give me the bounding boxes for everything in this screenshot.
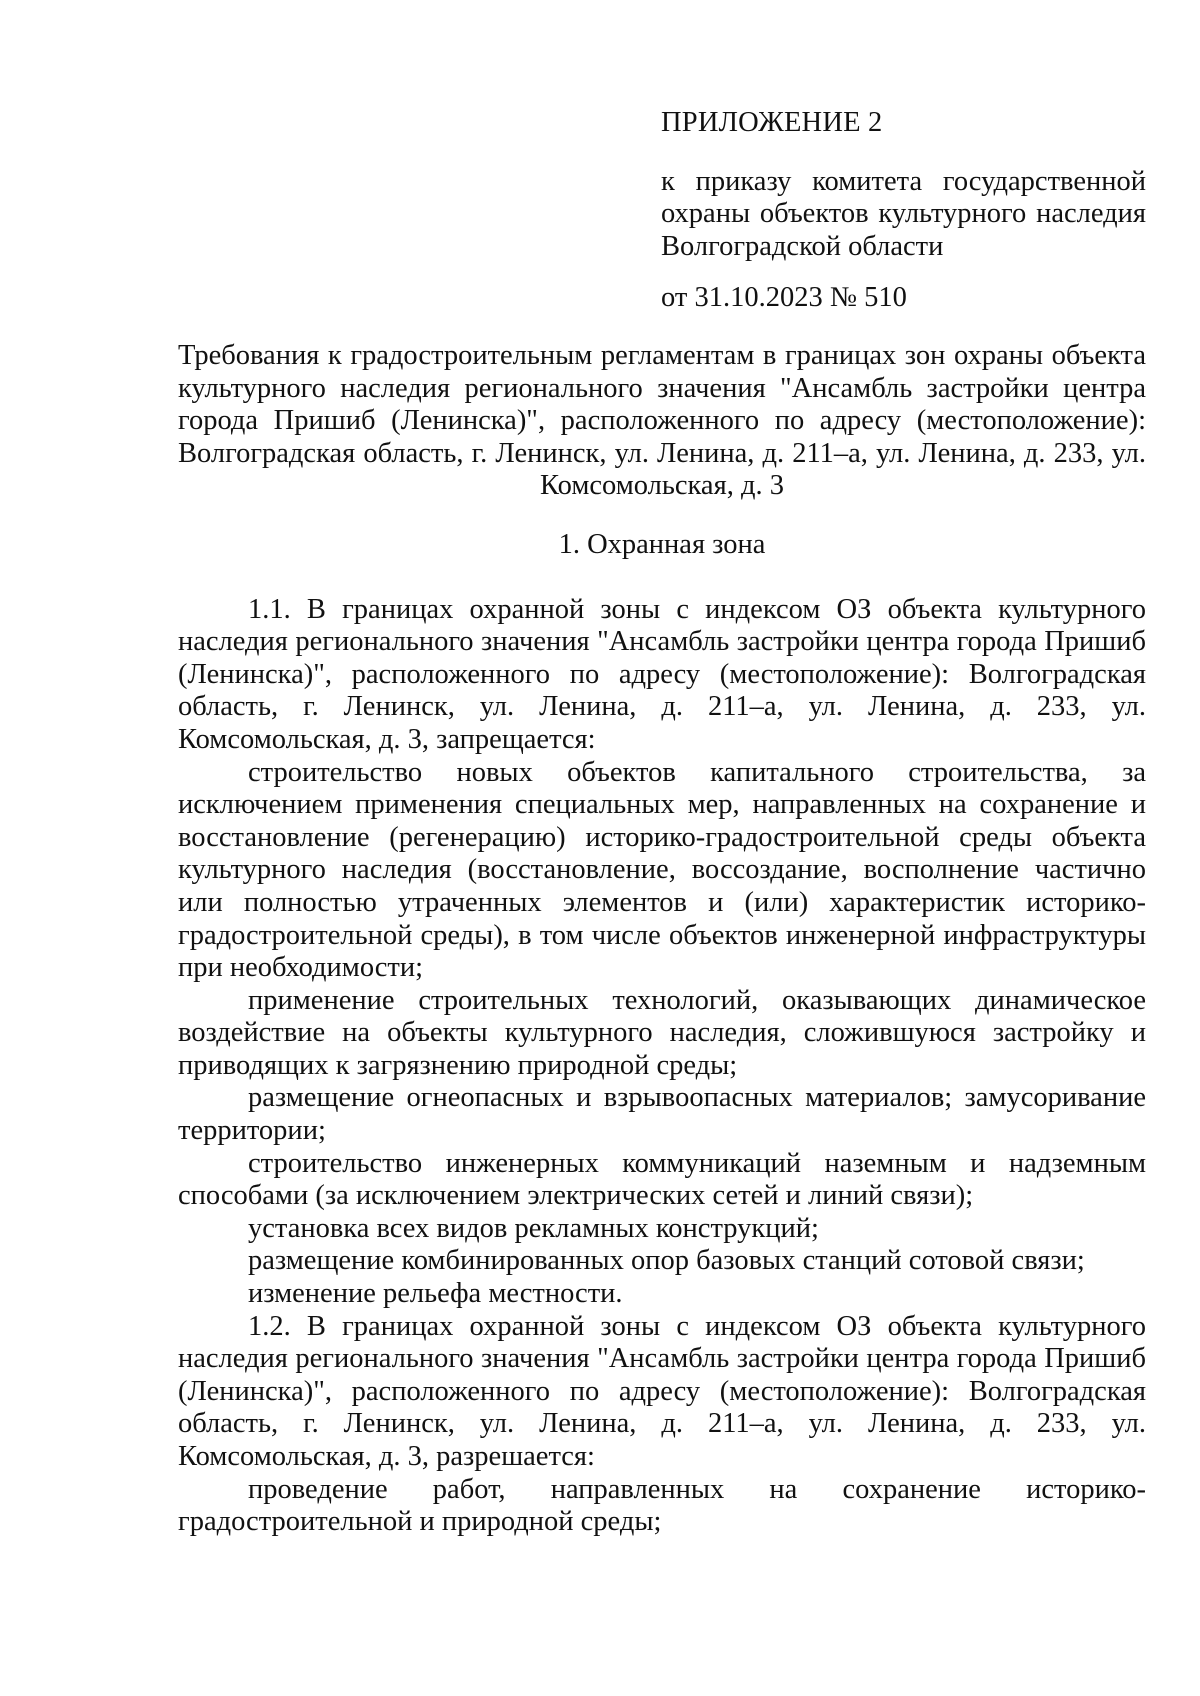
annex-date: от 31.10.2023 № 510	[661, 282, 907, 314]
clause-1-1: 1.1. В границах охранной зоны с индексом ОЗ объекта культурного наследия регионального значения "Ансамбль застройки центра города Пришиб (Ленинска)", расположенного по адресу (местоположение): Волгоградская область, г. Ленинск, ул. Ленина, д. 211–а, ул. Ленина, д. 233, ул. Комсомольская, д. 3, запрещается:	[178, 593, 1146, 755]
prohibition-item: применение строительных технологий, оказывающих динамическое воздействие на объекты культурного наследия, сложившуюся застройку и приводящих к загрязнению природной среды;	[178, 984, 1146, 1081]
prohibition-item: размещение огнеопасных и взрывоопасных материалов; замусоривание территории;	[178, 1082, 1146, 1147]
annex-title: ПРИЛОЖЕНИЕ 2	[661, 107, 883, 138]
clause-1-2: 1.2. В границах охранной зоны с индексом ОЗ объекта культурного наследия регионального значения "Ансамбль застройки центра города Пришиб (Ленинска)", расположенного по адресу (местоположение): Волгоградская область, г. Ленинск, ул. Ленина, д. 211–а, ул. Ленина, д. 233, ул. Комсомольская, д. 3, разрешается:	[178, 1310, 1146, 1472]
annex-block	[661, 107, 1146, 315]
section-title: 1. Охранная зона	[558, 528, 766, 560]
annex-reference: к приказу комитета государственной охраны объектов культурного наследия Волгоградской области	[661, 165, 1146, 262]
permission-item: проведение работ, направленных на сохранение историко-градостроительной и природной среды;	[178, 1473, 1146, 1538]
prohibition-item: изменение рельефа местности.	[248, 1278, 623, 1310]
prohibition-item: установка всех видов рекламных конструкций;	[248, 1212, 819, 1244]
document-heading: Требования к градостроительным регламентам в границах зон охраны объекта культурного наследия регионального значения "Ансамбль застройки центра города Пришиб (Ленинска)", расположенного по адресу (местоположение): Волгоградская область, г. Ленинск, ул. Ленина, д. 211–а, ул. Ленина, д. 233, ул. Комсомольская, д. 3	[178, 340, 1146, 502]
prohibition-item: размещение комбинированных опор базовых станций сотовой связи;	[248, 1245, 1085, 1277]
prohibition-item: строительство новых объектов капитального строительства, за исключением применения специальных мер, направленных на сохранение и восстановление (регенерацию) историко-градостроительной среды объекта культурного наследия (восстановление, воссоздание, восполнение частично или полностью утраченных элементов и (или) характеристик историко-градостроительной среды), в том числе объектов инженерной инфраструктуры при необходимости;	[178, 756, 1146, 984]
prohibition-item: строительство инженерных коммуникаций наземным и надземным способами (за исключением электрических сетей и линий связи);	[178, 1147, 1146, 1212]
document-body	[178, 340, 1146, 1539]
